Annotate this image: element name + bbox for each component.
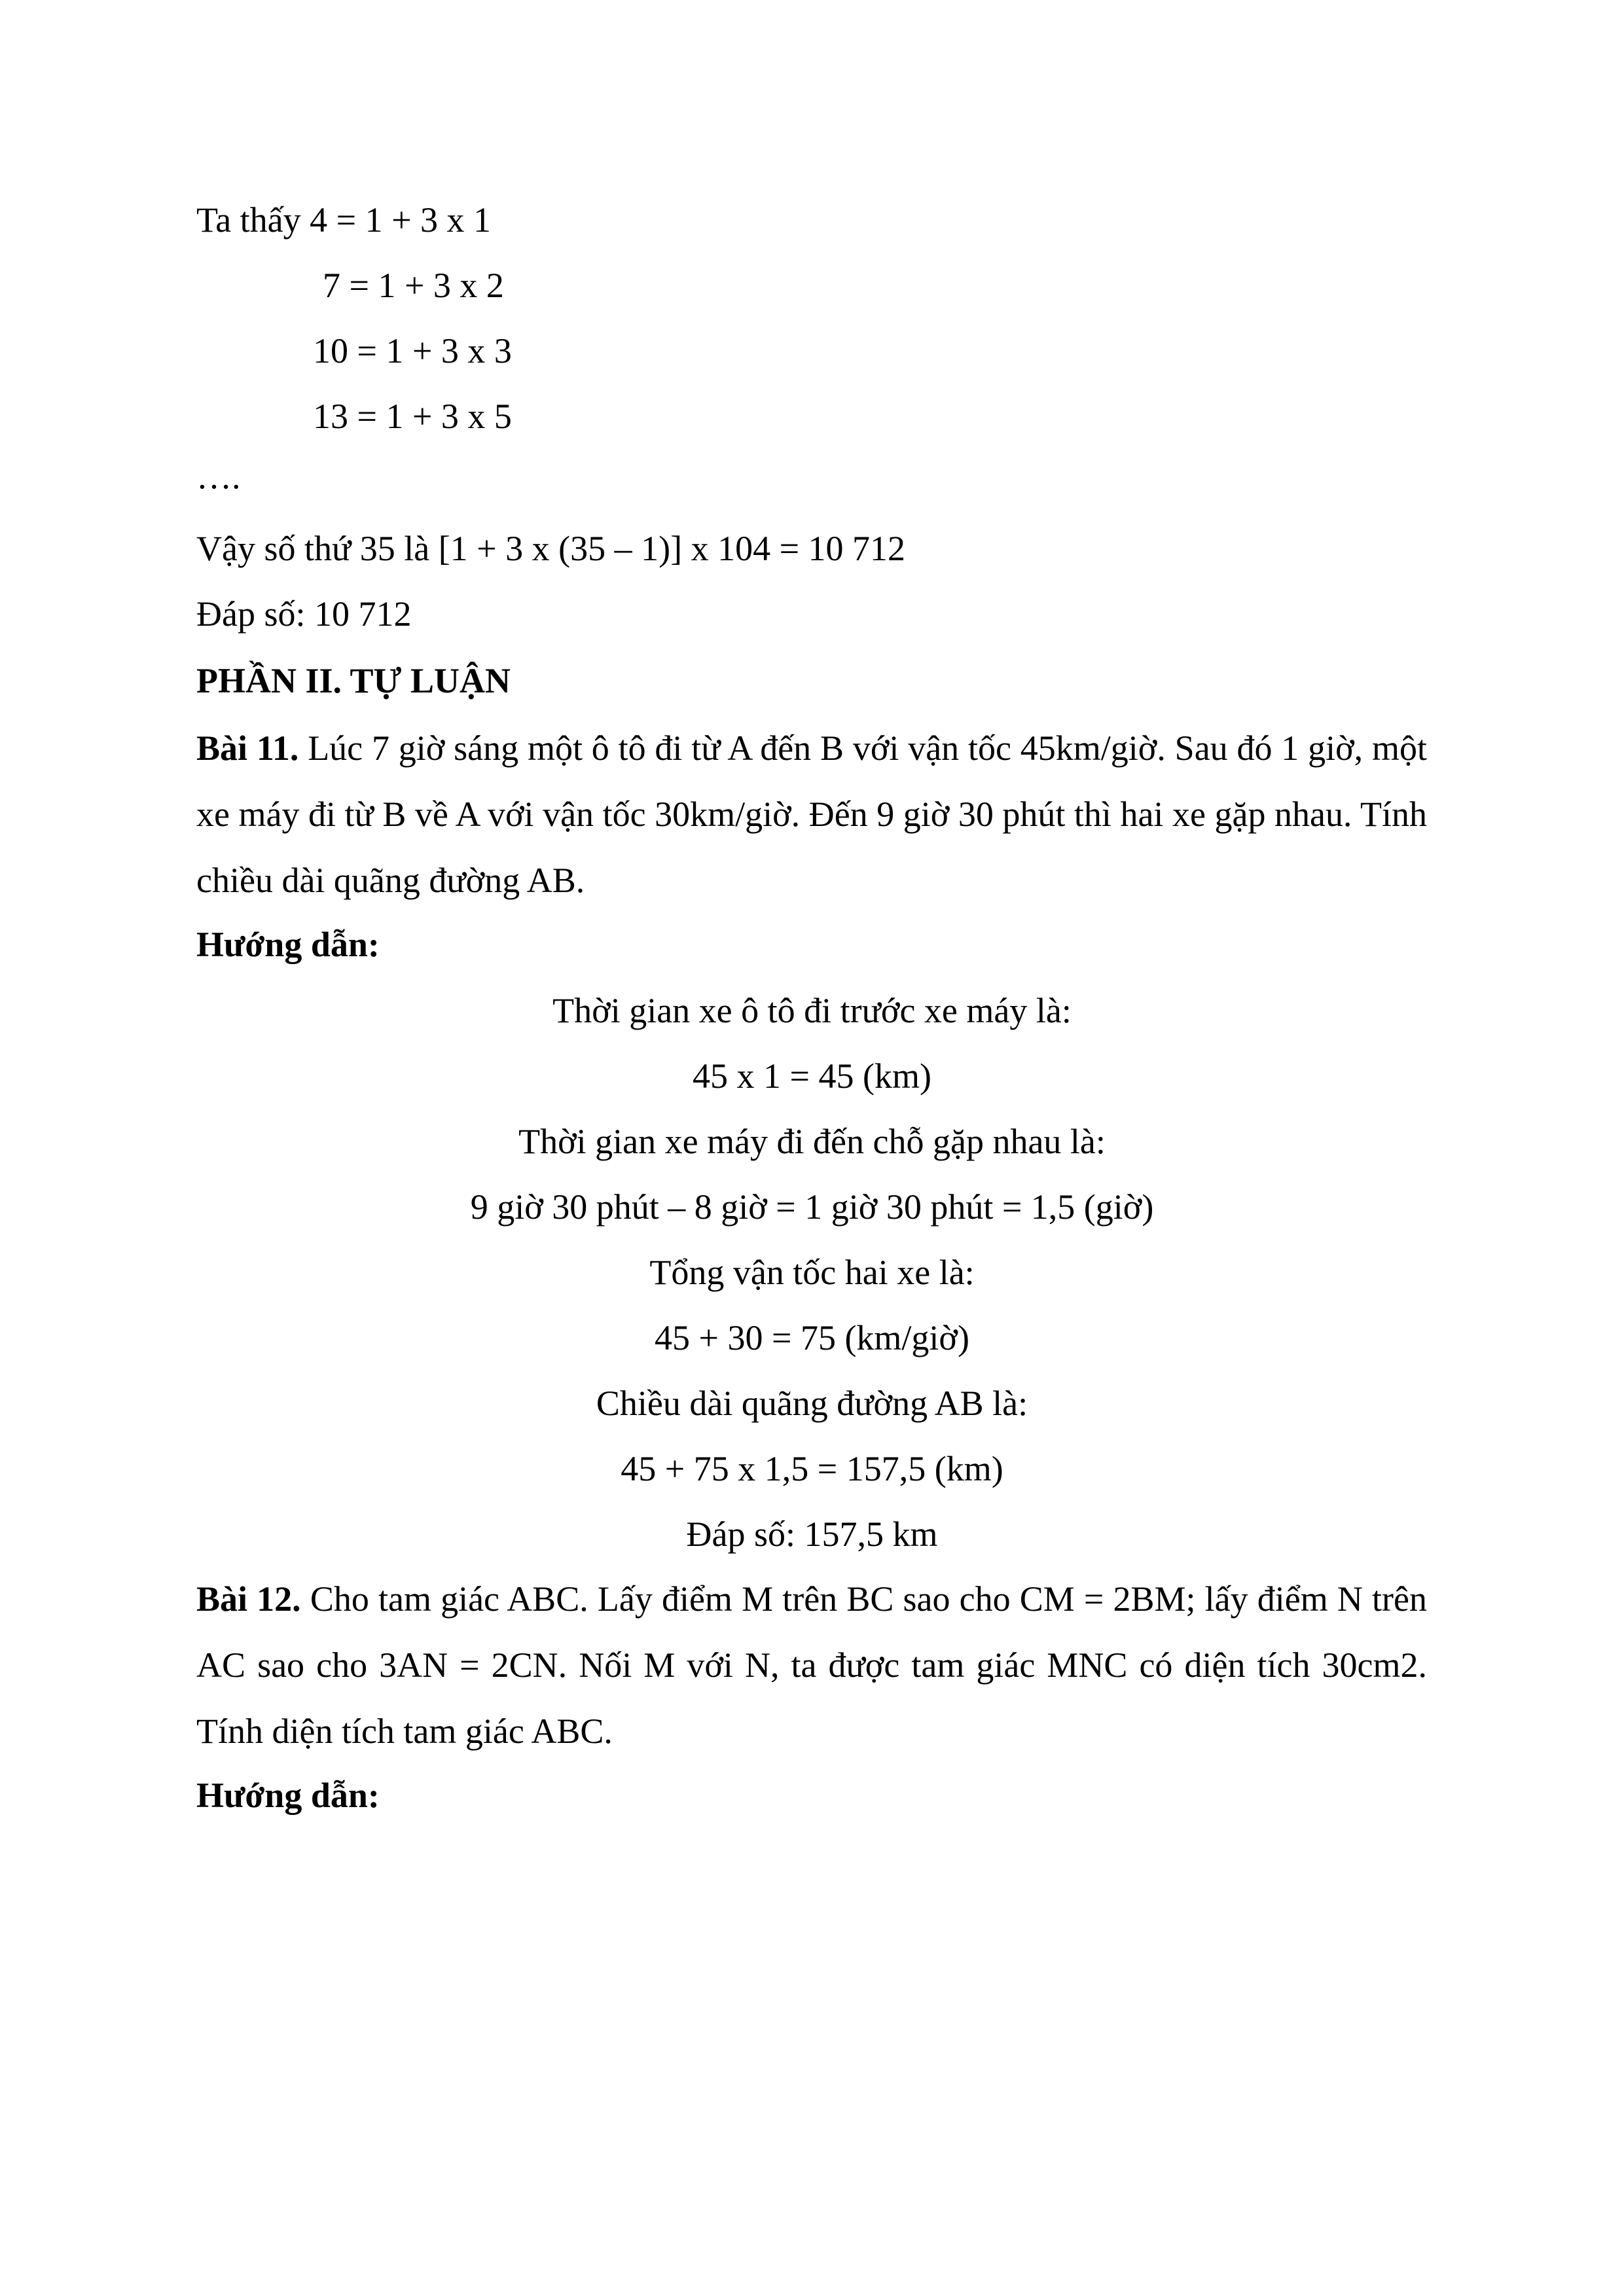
problem-11-text: Lúc 7 giờ sáng một ô tô đi từ A đến B với vận tốc 45km/giờ. Sau đó 1 giờ, một xe máy đi từ B về A với vận tốc 30km/giờ. Đến 9 giờ 30 phút thì hai xe gặp nhau. Tính chiều dài quãng đường AB.: [196, 728, 1427, 900]
solution-line: 45 + 30 = 75 (km/giờ): [655, 1318, 969, 1357]
equation-line-4: 13 = 1 + 3 x 5: [313, 397, 512, 436]
problem-11-label: Bài 11.: [196, 728, 299, 768]
solution-line: 9 giờ 30 phút – 8 giờ = 1 giờ 30 phút = 1,5 (giờ): [470, 1187, 1154, 1227]
problem-11: [196, 715, 1427, 914]
problem-12: [196, 1566, 1427, 1765]
result-line: Vậy số thứ 35 là [1 + 3 x (35 – 1)] x 104 = 10 712: [196, 529, 906, 568]
problem-12-text: Cho tam giác ABC. Lấy điểm M trên BC sao cho CM = 2BM; lấy điểm N trên AC sao cho 3AN = 2CN. Nối M với N, ta được tam giác MNC có diện tích 30cm2. Tính diện tích tam giác ABC.: [196, 1579, 1427, 1751]
ellipsis-line: ….: [196, 457, 241, 496]
solution-line: Tổng vận tốc hai xe là:: [649, 1253, 975, 1292]
problem-11-guide-label: Hướng dẫn:: [196, 925, 380, 964]
problem-12-label: Bài 12.: [196, 1579, 301, 1619]
equation-line-1: Ta thấy 4 = 1 + 3 x 1: [196, 200, 492, 240]
problem-12-guide-label: Hướng dẫn:: [196, 1776, 380, 1815]
equation-line-3: 10 = 1 + 3 x 3: [313, 331, 512, 370]
solution-line: Thời gian xe ô tô đi trước xe máy là:: [552, 991, 1072, 1030]
solution-line: Đáp số: 157,5 km: [686, 1515, 938, 1554]
answer-line: Đáp số: 10 712: [196, 594, 412, 634]
solution-line: Thời gian xe máy đi đến chỗ gặp nhau là:: [518, 1122, 1106, 1161]
section-heading: PHẦN II. TỰ LUẬN: [196, 661, 511, 700]
solution-line: 45 + 75 x 1,5 = 157,5 (km): [621, 1449, 1003, 1488]
solution-line: Chiều dài quãng đường AB là:: [596, 1384, 1028, 1423]
equation-line-2: 7 = 1 + 3 x 2: [323, 266, 504, 305]
solution-line: 45 x 1 = 45 (km): [693, 1056, 931, 1096]
